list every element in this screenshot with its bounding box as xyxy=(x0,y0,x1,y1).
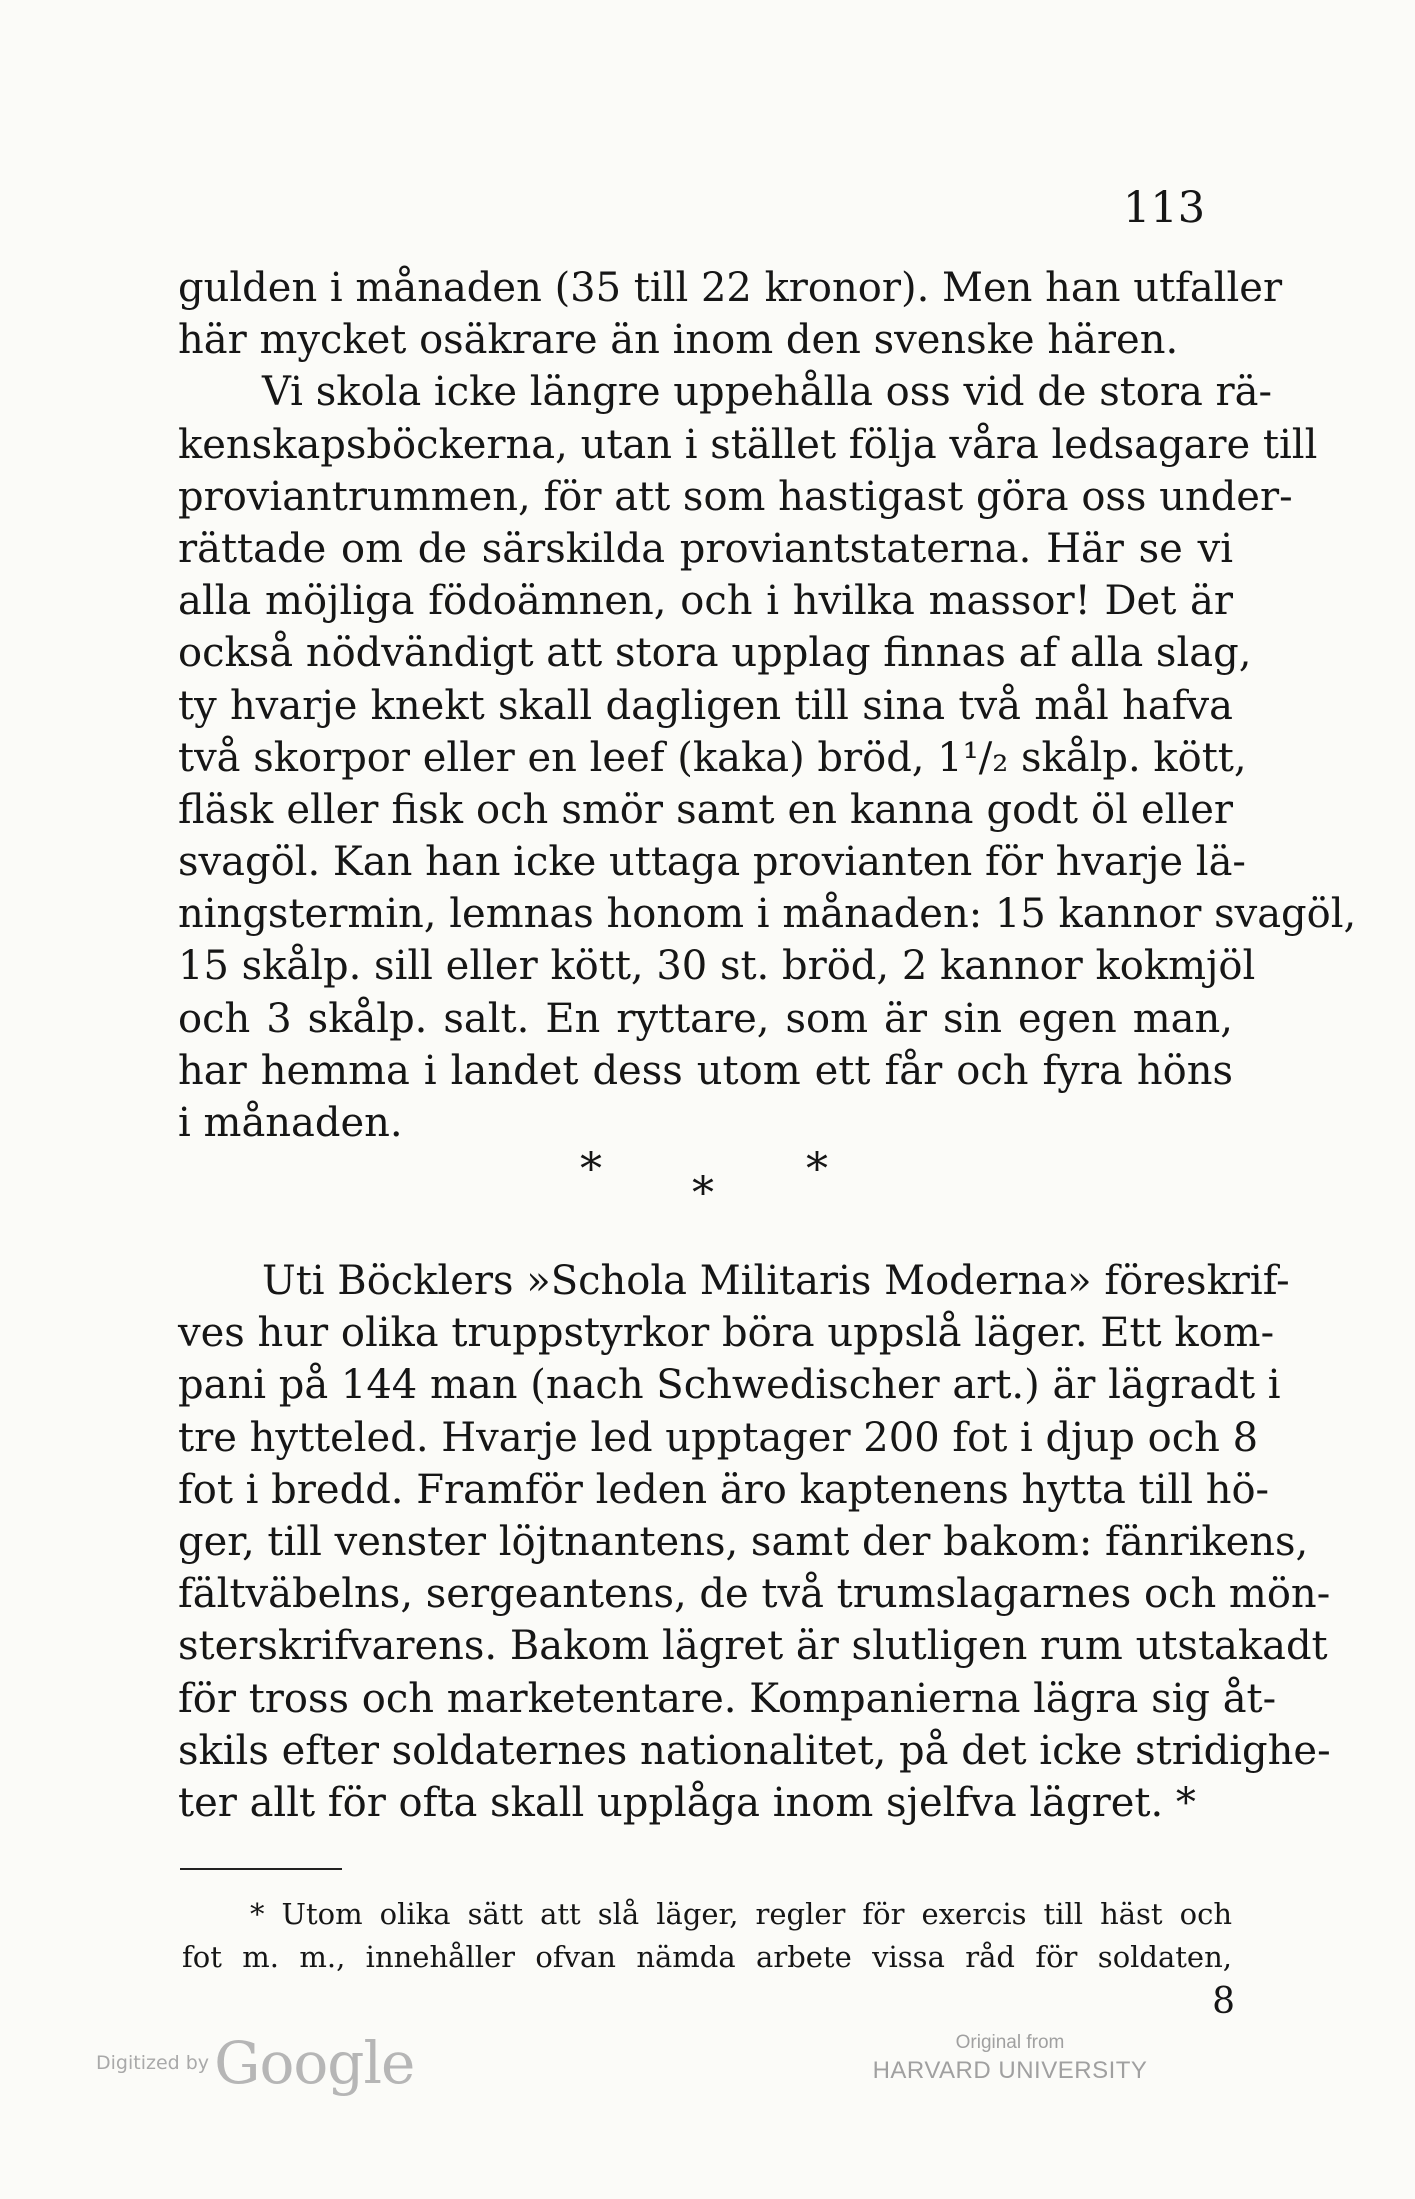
text-line: tre hytteled. Hvarje led upptager 200 fot i djup och 8 xyxy=(178,1414,1259,1461)
text-line: Uti Böcklers »Schola Militaris Moderna» föreskrif- xyxy=(262,1258,1290,1304)
text-line: också nödvändigt att stora upplag finnas af alla slag, xyxy=(178,630,1252,677)
footnote-line: * Utom olika sätt att slå läger, regler för exercis till häst och xyxy=(250,1897,1232,1931)
text-line: har hemma i landet dess utom ett får och fyra höns xyxy=(178,1047,1233,1094)
text-line: svagöl. Kan han icke uttaga provianten för hvarje lä- xyxy=(178,839,1246,886)
text-line: proviantrummen, för att som hastigast göra oss under- xyxy=(178,473,1293,520)
text-line: för tross och marketentare. Kompanierna lägra sig åt- xyxy=(178,1675,1277,1722)
digitized-by-watermark xyxy=(96,2029,414,2097)
asterism-star: * xyxy=(692,1168,714,1219)
text-line: pani på 144 man (nach Schwedischer art.) är lägradt i xyxy=(178,1362,1281,1409)
text-line: rättade om de särskilda proviantstaterna. Här se vi xyxy=(178,525,1233,572)
footnote xyxy=(182,1893,1232,1979)
text-line: här mycket osäkrare än inom den svenske hären. xyxy=(178,317,1179,364)
text-line: ger, till venster löjtnantens, samt der bakom: fänrikens, xyxy=(178,1518,1309,1565)
original-from-watermark xyxy=(870,2030,1150,2086)
text-line: kenskapsböckerna, utan i stället följa våra ledsagare till xyxy=(178,421,1318,468)
text-line: och 3 skålp. salt. En ryttare, som är sin egen man, xyxy=(178,995,1233,1042)
signature-mark: 8 xyxy=(1212,1981,1235,2022)
digitized-by-label: Digitized by xyxy=(96,2052,210,2074)
asterism-star: * xyxy=(580,1144,602,1195)
text-line: 15 skålp. sill eller kött, 30 st. bröd, 2 kannor kokmjöl xyxy=(178,943,1256,990)
text-line: ty hvarje knekt skall dagligen till sina två mål hafva xyxy=(178,682,1233,729)
text-line: fot i bredd. Framför leden äro kaptenens hytta till hö- xyxy=(178,1466,1270,1513)
page-number: 113 xyxy=(1123,183,1206,233)
text-line: två skorpor eller en leef (kaka) bröd, 1¹/₂ skålp. kött, xyxy=(178,734,1247,781)
text-line: alla möjliga födoämnen, och i hvilka massor! Det är xyxy=(178,578,1233,625)
google-logo: Google xyxy=(214,2029,415,2097)
original-from-label: Original from xyxy=(955,2032,1065,2053)
footnote-line: fot m. m., innehåller ofvan nämda arbete vissa råd för soldaten, xyxy=(182,1940,1232,1974)
text-line: sterskrifvarens. Bakom lägret är slutligen rum utstakadt xyxy=(178,1623,1328,1670)
text-line: ter allt för ofta skall upplåga inom sjelfva lägret. * xyxy=(178,1779,1196,1826)
text-line: ningstermin, lemnas honom i månaden: 15 kannor svagöl, xyxy=(178,891,1357,938)
text-line: Vi skola icke längre uppehålla oss vid de stora rä- xyxy=(262,369,1273,416)
footnote-divider xyxy=(180,1868,342,1870)
paragraph-2 xyxy=(178,1255,1331,1829)
text-line: ves hur olika truppstyrkor böra uppslå läger. Ett kom- xyxy=(178,1310,1275,1357)
text-line: skils efter soldaternes nationalitet, på det icke stridighe- xyxy=(178,1727,1331,1774)
text-line: fläsk eller fisk och smör samt en kanna godt öl eller xyxy=(178,786,1233,833)
text-line: i månaden. xyxy=(178,1100,403,1146)
text-line: fältväbelns, sergeantens, de två trumslagarnes och mön- xyxy=(178,1571,1331,1618)
asterism-star: * xyxy=(806,1144,828,1195)
text-line: gulden i månaden (35 till 22 kronor). Men han utfaller xyxy=(178,265,1283,311)
paragraph-1 xyxy=(178,262,1357,1149)
university-label: HARVARD UNIVERSITY xyxy=(872,2057,1148,2084)
